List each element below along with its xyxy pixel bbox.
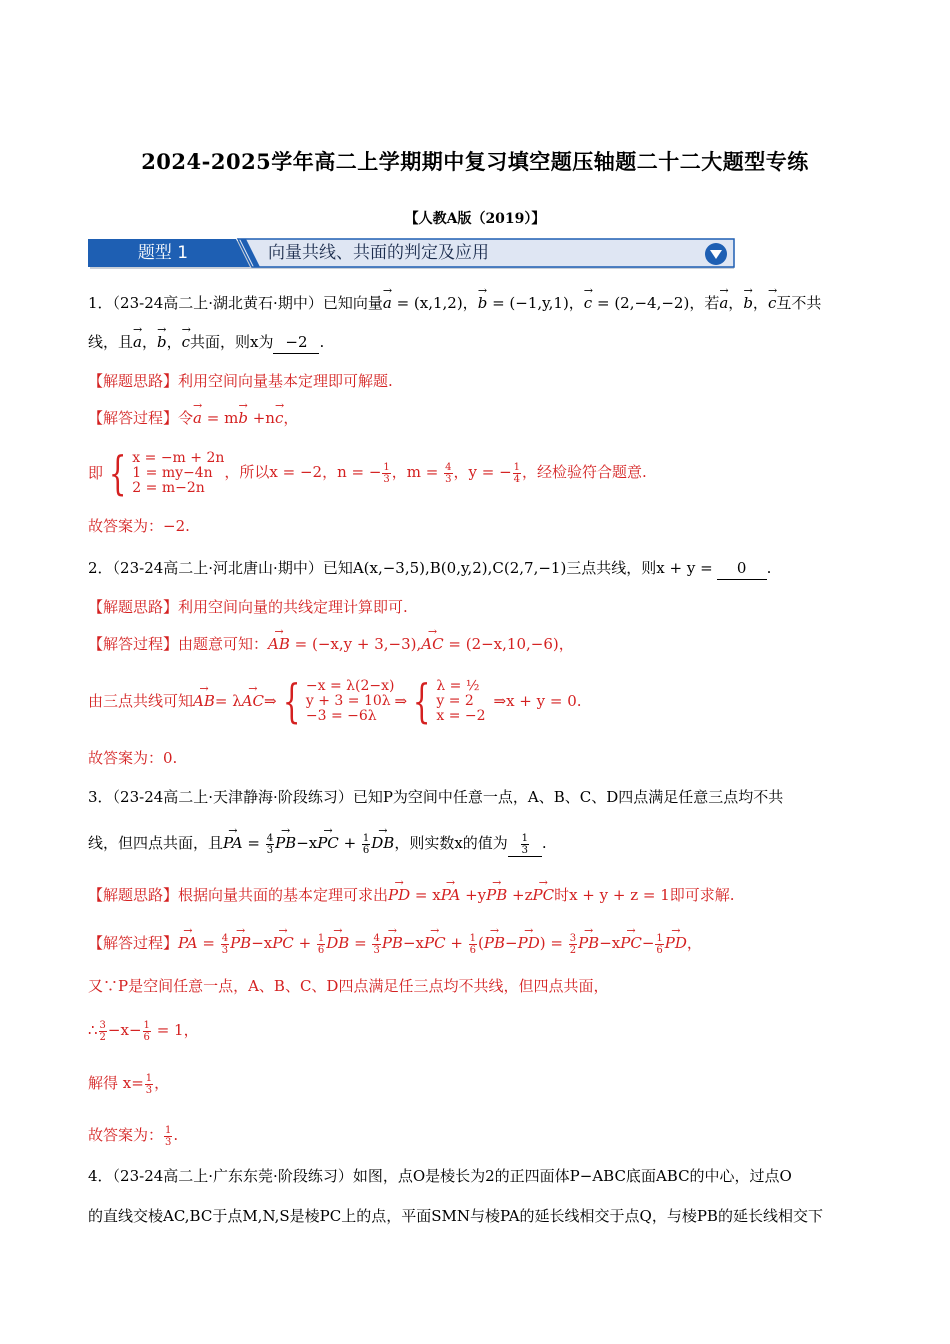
p3-idea-pre: 根据向量共面的基本定理可求出 — [178, 886, 389, 904]
p2-source: 2．（23-24高二上·河北唐山·期中）已知A(x,−3,5),B(0,y,2),C(2,7,−1)三点共线，则x + y = — [88, 559, 713, 577]
p2-line1: 2．（23-24高二上·河北唐山·期中）已知A(x,−3,5),B(0,y,2),C(2,7,−1)三点共线，则x + y = 0 . — [88, 557, 868, 580]
p3-again: 又∵P是空间任意一点，A、B、C、D四点满足任三点均不共线，但四点共面， — [88, 977, 609, 995]
p1-sys-post4: ，经检验符合题意. — [522, 463, 647, 481]
p2-ab: = (−x,y + 3,−3), — [294, 635, 422, 653]
p4-line1: 4．（23-24高二上·广东东莞·阶段练习）如图，点O是棱长为2的正四面体P−ABC底面ABC的中心，过点O — [88, 1167, 792, 1185]
p1-system: 即 { x = −m + 2n 1 = my−4n 2 = m−2n ，所以x = −2，n = − $\frac{1}{3}$ ，m = $\frac{4}{3}$ ，y = − $\frac{1}{4}$ ，经检验符合题意. — [88, 446, 647, 500]
p3-line2-text: 线，但四点共面，且 — [88, 834, 224, 852]
p1-tail1: 互不共 — [776, 294, 822, 312]
p1-c-eq: = (2,−4,−2)，若 — [596, 294, 720, 312]
p2-line-pre: 由三点共线可知 — [88, 692, 194, 710]
p2-sys1-row: y + 3 = 10λ — [305, 692, 391, 709]
p1-a-eq: = (x,1,2)， — [396, 294, 478, 312]
p1-sys-post3: ，y = − — [453, 463, 512, 481]
p1-final: 故答案为：−2. — [88, 517, 190, 535]
p1-sys-row: x = −m + 2n — [132, 449, 225, 466]
p1-process-tag: 【解答过程】 — [88, 409, 179, 427]
p3-therefore-post: −x− — [107, 1021, 142, 1039]
p3-idea: 【解题思路】根据向量共面的基本定理可求出→ PD = x→ PA +y→ PB +z→ PC时x + y + z = 1即可求解. — [88, 884, 868, 906]
p2-sys2-row: x = −2 — [436, 707, 486, 724]
p2-final: 故答案为：0. — [88, 749, 178, 767]
p1-proc-pre: 令 — [178, 409, 194, 427]
p2-idea-tag: 【解题思路】 — [88, 598, 179, 616]
p1-process: 【解答过程】令→ a = m→ b +n→ c， — [88, 407, 868, 429]
p1-sys-post1: ，所以x = −2，n = − — [224, 463, 382, 481]
p1-sys-pre: 即 — [88, 464, 104, 482]
p1-line2b: 共面，则x为 — [190, 333, 274, 351]
p3-line1: 3．（23-24高二上·天津静海·阶段练习）已知P为空间中任意一点，A、B、C、D四点满足任意三点均不共 — [88, 788, 784, 806]
p3-idea-tag: 【解题思路】 — [88, 886, 179, 904]
p1-sys-post2: ，m = — [391, 463, 439, 481]
p1-idea — [88, 370, 868, 392]
p2-sys2-row: y = 2 — [436, 692, 474, 709]
p3-process-tag: 【解答过程】 — [88, 934, 179, 952]
p3-process: 【解答过程】→ PA = $\frac{4}{3}$ → PB−x→ PC + $\frac{1}{6}$ → DB = $\frac{4}{3}$ → PB−x→ PC + $\frac{1}{6}$ (→ PB−→ PD) = $\frac{3}{2}$ → PB−x→ PC− $\frac{1}{6}$ → PD， — [88, 932, 868, 956]
collapse-triangle-icon[interactable] — [704, 242, 728, 266]
p2-system: 由三点共线可知 → AB = λ → AC ⇒ { −x = λ(2−x) y + 3 = 10λ −3 = −6λ ⇒ { λ = ½ y = 2 x = −2 ⇒x + y = 0. — [88, 678, 868, 724]
p3-solve: 解得 x= $\frac{1}{3}$ ， — [88, 1072, 170, 1096]
p3-final-pre: 故答案为： — [88, 1126, 164, 1144]
p1-line2a: 线，且 — [88, 333, 134, 351]
p1-idea-text: 利用空间向量基本定理即可解题. — [178, 372, 393, 390]
p2-idea-text: 利用空间向量的共线定理计算即可. — [178, 598, 408, 616]
p3-final: 故答案为： $\frac{1}{3}$ . — [88, 1124, 179, 1148]
p1-answer-blank: −2 — [273, 331, 319, 354]
p2-sys1-row: −x = λ(2−x) — [305, 677, 395, 694]
p3-therefore: ∴ $\frac{3}{2}$ −x− $\frac{1}{6}$ = 1， — [88, 1019, 199, 1043]
section-banner — [88, 237, 736, 271]
question-type-label: 题型 1 — [137, 243, 189, 263]
p1-sys-row: 2 = m−2n — [132, 479, 205, 496]
p2-ac: = (2−x,10,−6)， — [448, 635, 574, 653]
p1-proc-eq: = m — [206, 409, 239, 427]
p3-therefore-sym: ∴ — [88, 1021, 98, 1039]
p1-source: 1．（23-24高二上·湖北黄石·期中）已知向量 — [88, 294, 383, 312]
p1-line1: 1．（23-24高二上·湖北黄石·期中）已知向量→ a = (x,1,2)，→ b = (−1,y,1)，→ c = (2,−4,−2)，若→ a，→ b，→ c互不共 — [88, 292, 868, 314]
p2-process: 【解答过程】由题意可知：→ AB = (−x,y + 3,−3),→ AC = (2−x,10,−6)， — [88, 633, 868, 655]
p2-proc-pre: 由题意可知： — [178, 635, 269, 653]
p3-line2: 线，但四点共面，且→ PA = $\frac{4}{3}$ → PB−x→ PC + $\frac{1}{6}$ → DB，则实数x的值为 $\frac{1}{3}$ . — [88, 832, 868, 857]
edition-label: 【人教A版（2019）】 — [404, 211, 546, 227]
p3-line2b: ，则实数x的值为 — [394, 834, 508, 852]
p4-line2: 的直线交棱AC,BC于点M,N,S是棱PC上的点，平面SMN与棱PA的延长线相交于点Q，与棱PB的延长线相交下 — [88, 1207, 823, 1225]
p3-therefore-eq: = 1， — [156, 1021, 199, 1039]
p2-sys2-row: λ = ½ — [436, 677, 480, 694]
p2-process-tag: 【解答过程】 — [88, 635, 179, 653]
p3-idea-post: 时x + y + z = 1即可求解. — [554, 886, 735, 904]
page-title: 2024-2025学年高二上学期期中复习填空题压轴题二十二大题型专练 — [141, 149, 809, 174]
p3-solve-pre: 解得 x= — [88, 1074, 144, 1092]
p2-result: ⇒x + y = 0. — [493, 692, 582, 710]
p1-line2: 线，且→ a，→ b，→ c共面，则x为 −2 . — [88, 331, 868, 354]
question-type-topic: 向量共线、共面的判定及应用 — [268, 243, 489, 263]
p2-sys1-row: −3 = −6λ — [305, 707, 377, 724]
p2-idea — [88, 596, 868, 618]
p1-sys-row: 1 = my−4n — [132, 464, 213, 481]
p2-answer-blank: 0 — [717, 557, 767, 580]
p1-b-eq: = (−1,y,1)， — [492, 294, 584, 312]
p1-idea-tag: 【解题思路】 — [88, 372, 179, 390]
p3-answer-blank: $\frac{1}{3}$ — [508, 832, 542, 857]
